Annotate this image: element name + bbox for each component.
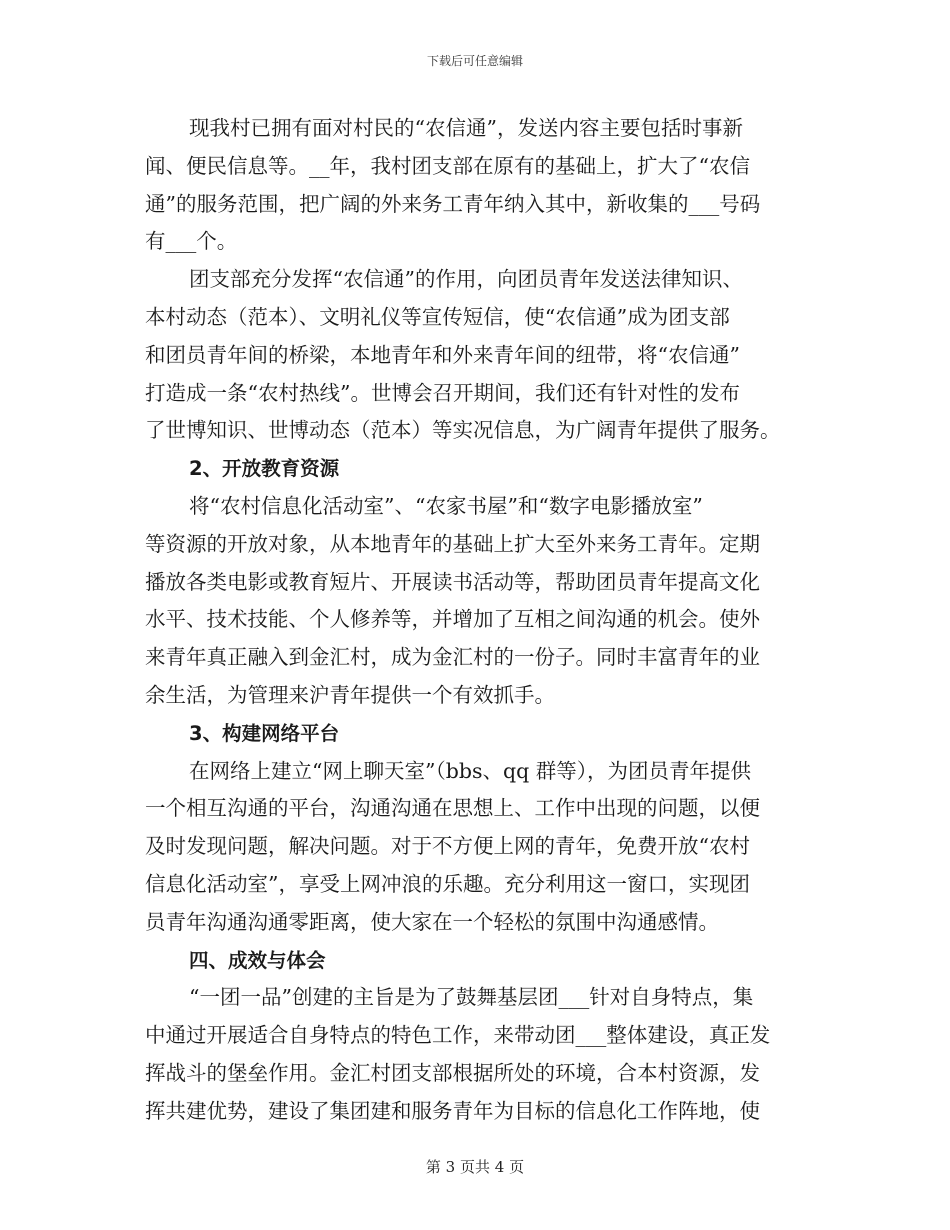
document-body: [145, 110, 810, 1131]
text-line: 挥共建优势，建设了集团建和服务青年为目标的信息化工作阵地，使: [145, 1098, 760, 1123]
text-line: 挥战斗的堡垒作用。金汇村团支部根据所处的环境，合本村资源，发: [145, 1060, 760, 1085]
text-line: 在网络上建立“网上聊天室”（bbs、qq 群等），为团员青年提供: [189, 758, 751, 783]
section-heading: 2、开放教育资源: [189, 457, 340, 481]
text-line: 本村动态（范本）、文明礼仪等宣传短信，使“农信通”成为团支部: [145, 304, 730, 329]
text-line: 水平、技术技能、个人修养等，并增加了互相之间沟通的机会。使外: [145, 607, 760, 632]
text-line: 余生活，为管理来沪青年提供一个有效抓手。: [145, 682, 555, 707]
text-line: 现我村已拥有面对村民的“农信通”，发送内容主要包括时事新: [189, 116, 743, 140]
text-line: 通”的服务范围，把广阔的外来务工青年纳入其中，新收集的___号码: [145, 191, 761, 216]
section-heading: 3、构建网络平台: [189, 721, 340, 745]
page-footer: 第 3 页共 4 页: [425, 1158, 525, 1176]
text-line: 一个相互沟通的平台，沟通沟通在思想上、工作中出现的问题，以便: [145, 796, 760, 821]
text-line: 中通过开展适合自身特点的特色工作，来带动团___整体建设，真正发: [145, 1023, 771, 1048]
text-line: 闻、便民信息等。__年，我村团支部在原有的基础上，扩大了“农信: [145, 153, 750, 178]
page-header: 下载后可任意编辑: [426, 54, 523, 68]
text-line: 信息化活动室”，享受上网冲浪的乐趣。充分利用这一窗口，实现团: [145, 871, 750, 896]
text-line: 和团员青年间的桥梁，本地青年和外来青年间的纽带，将“农信通”: [145, 342, 740, 367]
text-line: 等资源的开放对象，从本地青年的基础上扩大至外来务工青年。定期: [145, 531, 760, 556]
text-line: 来青年真正融入到金汇村，成为金汇村的一份子。同时丰富青年的业: [145, 645, 760, 670]
text-line: 及时发现问题，解决问题。对于不方便上网的青年，免费开放“农村: [145, 834, 750, 859]
text-line: 打造成一条“农村热线”。世博会召开期间，我们还有针对性的发布: [145, 380, 740, 405]
text-line: 有___个。: [145, 229, 238, 254]
text-line: 团支部充分发挥“农信通”的作用，向团员青年发送法律知识、: [189, 267, 743, 292]
text-line: 播放各类电影或教育短片、开展读书活动等，帮助团员青年提高文化: [145, 569, 760, 594]
text-line: “一团一品”创建的主旨是为了鼓舞基层团___针对自身特点，集: [189, 985, 754, 1010]
text-line: 将“农村信息化活动室”、“农家书屋”和“数字电影播放室”: [189, 493, 703, 518]
section-heading: 四、成效与体会: [189, 948, 326, 972]
text-line: 了世博知识、世博动态（范本）等实况信息，为广阔青年提供了服务。: [145, 418, 781, 443]
text-line: 员青年沟通沟通零距离，使大家在一个轻松的氛围中沟通感情。: [145, 909, 719, 934]
